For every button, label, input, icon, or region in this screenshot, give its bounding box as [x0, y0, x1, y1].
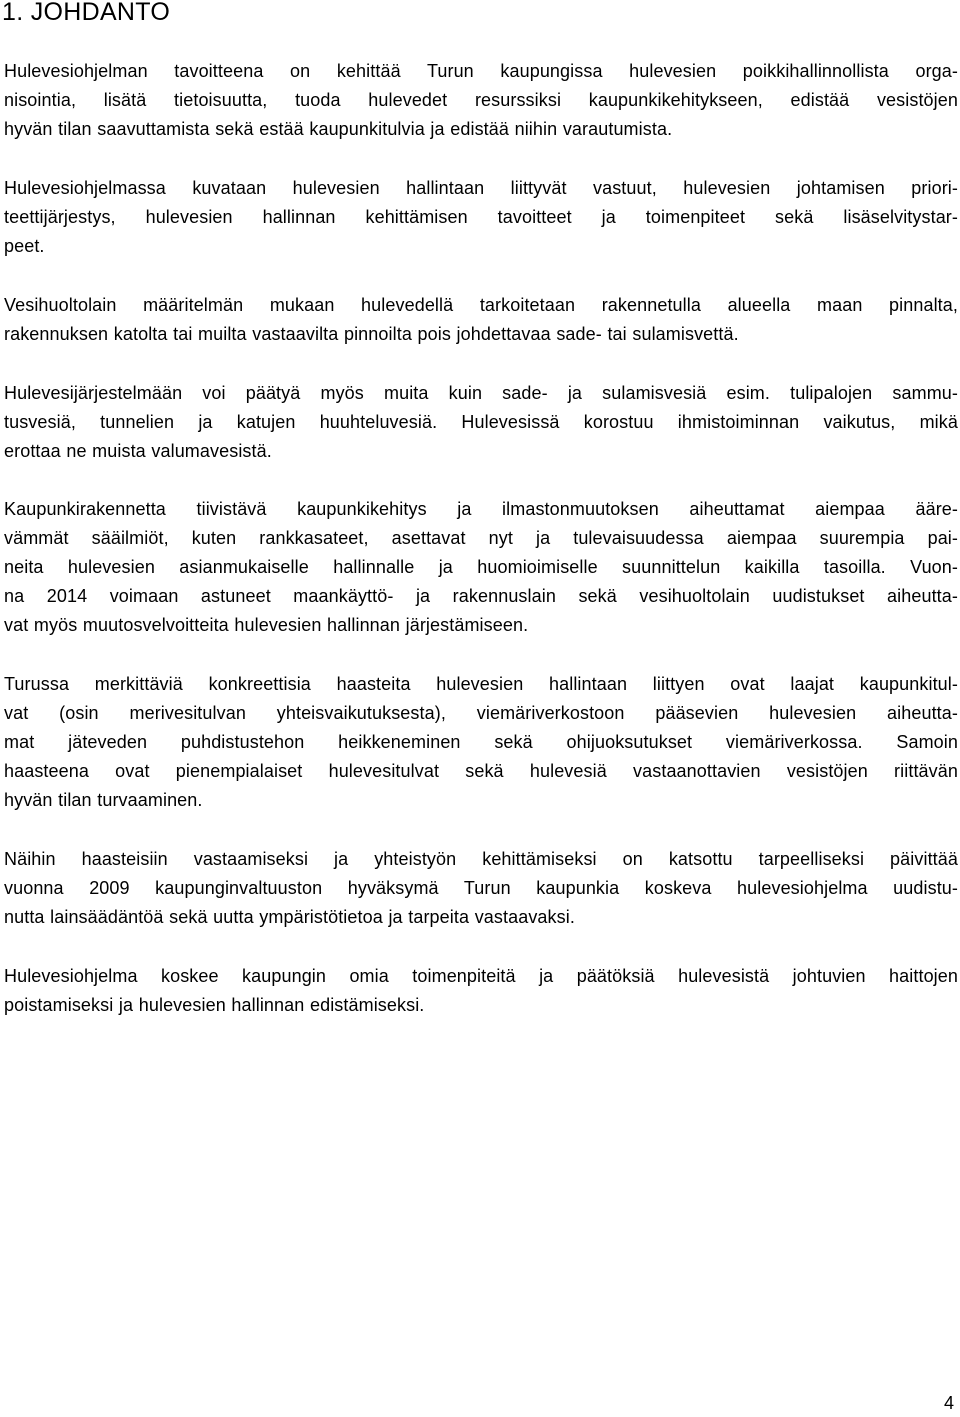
text-line: mat jäteveden puhdistustehon heikkeneminen sekä ohijuoksutukset viemäriverkossa. Samoin: [4, 732, 958, 752]
text-line: vat myös muutosvelvoitteita hulevesien hallinnan järjestämiseen.: [4, 615, 529, 635]
text-line: na 2014 voimaan astuneet maankäyttö- ja rakennuslain sekä vesihuoltolain uudistukset aiheutta-: [4, 586, 958, 606]
paragraph-6: [4, 670, 958, 815]
text-line: nutta lainsäädäntöä sekä uutta ympäristötietoa ja tarpeita vastaavaksi.: [4, 907, 575, 927]
text-line: vämmät sääilmiöt, kuten rankkasateet, asettavat nyt ja tulevaisuudessa aiempaa suurempia pai-: [4, 528, 958, 548]
paragraph-2: [4, 174, 958, 261]
paragraph-8: [4, 962, 958, 1020]
text-line: nisointia, lisätä tietoisuutta, tuoda hulevedet resurssiksi kaupunkikehitykseen, edistää vesistöjen: [4, 90, 958, 110]
text-line: rakennuksen katolta tai muilta vastaavilta pinnoilta pois johdettavaa sade- tai sulamisvettä.: [4, 324, 739, 344]
text-line: vuonna 2009 kaupunginvaltuuston hyväksymä Turun kaupunkia koskeva hulevesiohjelma uudistu-: [4, 878, 958, 898]
text-line: haasteena ovat pienempialaiset hulevesitulvat sekä hulevesiä vastaanottavien vesistöjen riittävän: [4, 761, 958, 781]
paragraph-3: [4, 291, 958, 349]
text-line: Hulevesiohjelma koskee kaupungin omia toimenpiteitä ja päätöksiä hulevesistä johtuvien haittojen: [4, 966, 958, 986]
text-line: Näihin haasteisiin vastaamiseksi ja yhteistyön kehittämiseksi on katsottu tarpeelliseksi päivittää: [4, 849, 958, 869]
text-line: erottaa ne muista valumavesistä.: [4, 441, 272, 461]
section-heading: 1. JOHDANTO: [2, 0, 171, 26]
page-number: 4: [943, 1393, 954, 1413]
text-line: neita hulevesien asianmukaiselle hallinnalle ja huomioimiselle suunnittelun kaikilla tasoilla. Vuon-: [4, 557, 958, 577]
text-line: peet.: [4, 236, 45, 256]
text-line: Hulevesijärjestelmään voi päätyä myös muita kuin sade- ja sulamisvesiä esim. tulipalojen sammu-: [4, 383, 958, 403]
paragraph-7: [4, 845, 958, 932]
text-line: teettijärjestys, hulevesien hallinnan kehittämisen tavoitteet ja toimenpiteet sekä lisäselvitystar-: [4, 207, 958, 227]
paragraph-4: [4, 379, 958, 466]
text-line: Kaupunkirakennetta tiivistävä kaupunkikehitys ja ilmastonmuutoksen aiheuttamat aiempaa ääre-: [4, 499, 958, 519]
text-line: Turussa merkittäviä konkreettisia haasteita hulevesien hallintaan liittyen ovat laajat kaupunkitul-: [4, 674, 958, 694]
text-line: Vesihuoltolain määritelmän mukaan hulevedellä tarkoitetaan rakennetulla alueella maan pinnalta,: [4, 295, 958, 315]
paragraph-1: [4, 57, 958, 144]
text-line: hyvän tilan saavuttamista sekä estää kaupunkitulvia ja edistää niihin varautumista.: [4, 119, 673, 139]
text-line: tusvesiä, tunnelien ja katujen huuhteluvesiä. Hulevesissä korostuu ihmistoiminnan vaikutus, mikä: [4, 412, 958, 432]
paragraph-5: [4, 495, 958, 640]
text-line: Hulevesiohjelman tavoitteena on kehittää Turun kaupungissa hulevesien poikkihallinnollista orga-: [4, 61, 958, 81]
text-line: Hulevesiohjelmassa kuvataan hulevesien hallintaan liittyvät vastuut, hulevesien johtamisen priori-: [4, 178, 958, 198]
text-line: hyvän tilan turvaaminen.: [4, 790, 203, 810]
text-line: vat (osin merivesitulvan yhteisvaikutuksesta), viemäriverkostoon pääsevien hulevesien aiheutta-: [4, 703, 958, 723]
text-line: poistamiseksi ja hulevesien hallinnan edistämiseksi.: [4, 995, 425, 1015]
